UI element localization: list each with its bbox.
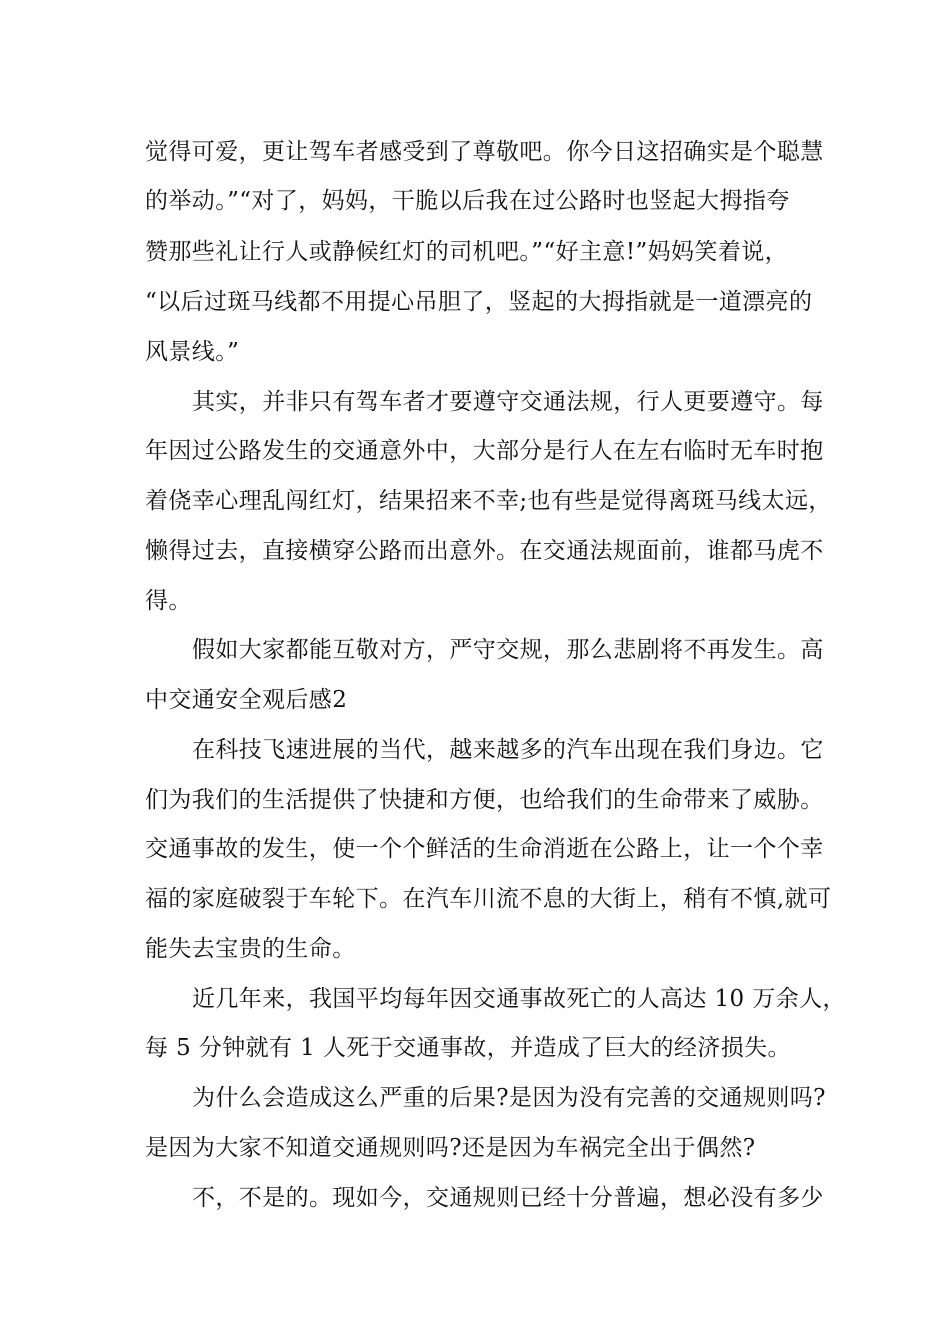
text-line: 的举动。”“对了，妈妈，干脆以后我在过公路时也竖起大拇指夸 — [145, 188, 790, 214]
text-line: 年因过公路发生的交通意外中，大部分是行人在左右临时无车时抱 — [145, 438, 824, 464]
text-line: 着侥幸心理乱闯红灯，结果招来不幸;也有些是觉得离斑马线太远， — [145, 488, 832, 514]
text-line: 假如大家都能互敬对方，严守交规，那么悲剧将不再发生。高 — [192, 637, 824, 663]
text-line: 懒得过去，直接横穿公路而出意外。在交通法规面前，谁都马虎不 — [145, 538, 824, 564]
text-line: 交通事故的发生，使一个个鲜活的生命消逝在公路上，让一个个幸 — [145, 836, 824, 862]
text-line: 们为我们的生活提供了快捷和方便，也给我们的生命带来了威胁。 — [145, 787, 824, 813]
text-line: 赞那些礼让行人或静候红灯的司机吧。”“好主意!”妈妈笑着说， — [145, 239, 789, 265]
text-line: 福的家庭破裂于车轮下。在汽车川流不息的大街上，稍有不慎,就可 — [145, 886, 832, 912]
text-line: 在科技飞速进展的当代，越来越多的汽车出现在我们身边。它 — [192, 737, 824, 763]
text-line: 近几年来，我国平均每年因交通事故死亡的人高达 10 万余人， — [192, 986, 846, 1012]
text-line: 觉得可爱，更让驾车者感受到了尊敬吧。你今日这招确实是个聪慧 — [145, 139, 824, 165]
text-line: 其实，并非只有驾车者才要遵守交通法规，行人更要遵守。每 — [192, 389, 824, 415]
text-line: “以后过斑马线都不用提心吊胆了，竖起的大拇指就是一道漂亮的 — [145, 289, 813, 315]
text-line: 每 5 分钟就有 1 人死于交通事故，并造成了巨大的经济损失。 — [145, 1035, 791, 1061]
text-line: 风景线。” — [145, 339, 240, 365]
text-line: 不，不是的。现如今，交通规则已经十分普遍，想必没有多少 — [192, 1185, 824, 1211]
text-line: 能失去宝贵的生命。 — [145, 936, 356, 962]
text-line: 得。 — [145, 588, 192, 614]
text-line: 是因为大家不知道交通规则吗?还是因为车祸完全出于偶然? — [145, 1135, 756, 1161]
text-line: 中交通安全观后感2 — [145, 687, 348, 713]
text-line: 为什么会造成这么严重的后果?是因为没有完善的交通规则吗? — [192, 1085, 826, 1111]
